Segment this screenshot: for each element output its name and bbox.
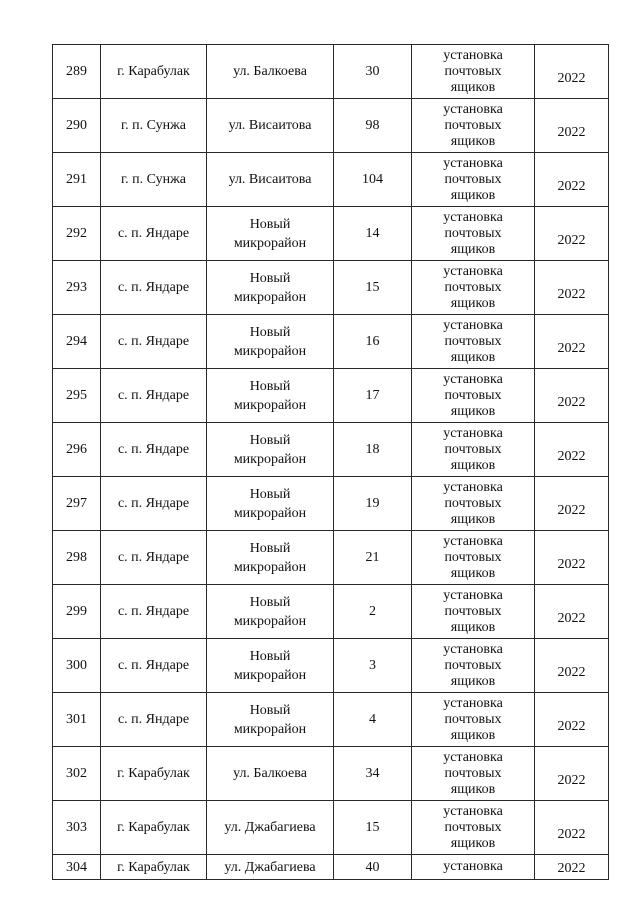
work-type-cell — [412, 855, 535, 880]
street-line: микрорайон — [233, 343, 307, 359]
year-cell — [535, 369, 609, 423]
work-type-cell — [412, 261, 535, 315]
table-body — [53, 45, 609, 880]
year-value: 2022 — [557, 449, 586, 464]
house-number-cell: 4 — [334, 693, 412, 747]
street-line: Новый — [249, 486, 291, 502]
street-cell: ул. Джабагиева — [207, 801, 334, 855]
table-row — [53, 531, 609, 585]
table-row — [53, 45, 609, 99]
year-cell — [535, 639, 609, 693]
address-program-table — [52, 44, 609, 880]
year-cell — [535, 747, 609, 801]
house-number-cell: 15 — [334, 801, 412, 855]
street-cell — [207, 639, 334, 693]
house-number-cell: 30 — [334, 45, 412, 99]
house-number-cell: 15 — [334, 261, 412, 315]
house-number-cell: 14 — [334, 207, 412, 261]
year-value: 2022 — [557, 71, 586, 86]
work-type-line: ящиков — [450, 187, 496, 203]
locality-cell: с. п. Яндаре — [101, 531, 207, 585]
work-type-line: установка — [443, 859, 503, 874]
work-type-cell — [412, 477, 535, 531]
row-number-cell: 299 — [53, 585, 101, 639]
year-value: 2022 — [557, 125, 586, 140]
street-line: микрорайон — [233, 721, 307, 737]
work-type-line: ящиков — [450, 241, 496, 257]
work-type-cell — [412, 531, 535, 585]
year-value: 2022 — [557, 179, 586, 194]
work-type-cell — [412, 423, 535, 477]
work-type-line: почтовых — [444, 387, 502, 403]
street-line: Новый — [249, 702, 291, 718]
work-type-line: установка — [443, 425, 503, 441]
table-row — [53, 99, 609, 153]
year-value: 2022 — [557, 719, 586, 734]
work-type-line: установка — [443, 317, 503, 333]
street-cell — [207, 207, 334, 261]
work-type-cell — [412, 369, 535, 423]
street-cell — [207, 693, 334, 747]
work-type-line: почтовых — [444, 117, 502, 133]
year-value: 2022 — [557, 860, 586, 876]
work-type-line: почтовых — [444, 441, 502, 457]
locality-cell: с. п. Яндаре — [101, 477, 207, 531]
work-type-line: установка — [443, 371, 503, 387]
locality-cell: с. п. Яндаре — [101, 639, 207, 693]
work-type-line: ящиков — [450, 835, 496, 851]
work-type-line: почтовых — [444, 603, 502, 619]
work-type-line: почтовых — [444, 765, 502, 781]
table-row — [53, 315, 609, 369]
table-row — [53, 261, 609, 315]
work-type-cell — [412, 207, 535, 261]
row-number-cell: 298 — [53, 531, 101, 585]
year-cell — [535, 315, 609, 369]
work-type-cell — [412, 45, 535, 99]
house-number-cell: 40 — [334, 855, 412, 880]
street-line: Новый — [249, 594, 291, 610]
work-type-line: ящиков — [450, 295, 496, 311]
street-cell: ул. Балкоева — [207, 45, 334, 99]
work-type-line: установка — [443, 749, 503, 765]
year-value: 2022 — [557, 503, 586, 518]
locality-cell: г. Карабулак — [101, 747, 207, 801]
work-type-line: установка — [443, 263, 503, 279]
year-cell — [535, 855, 609, 880]
locality-cell: г. п. Сунжа — [101, 99, 207, 153]
row-number-cell: 304 — [53, 855, 101, 880]
street-line: микрорайон — [233, 397, 307, 413]
house-number-cell: 104 — [334, 153, 412, 207]
year-value: 2022 — [557, 395, 586, 410]
street-cell: ул. Джабагиева — [207, 855, 334, 880]
house-number-cell: 18 — [334, 423, 412, 477]
year-value: 2022 — [557, 233, 586, 248]
work-type-cell — [412, 639, 535, 693]
work-type-line: почтовых — [444, 225, 502, 241]
table-row — [53, 153, 609, 207]
year-cell — [535, 585, 609, 639]
street-cell — [207, 531, 334, 585]
street-line: микрорайон — [233, 235, 307, 251]
work-type-line: ящиков — [450, 511, 496, 527]
table-row — [53, 639, 609, 693]
work-type-line: ящиков — [450, 781, 496, 797]
year-cell — [535, 261, 609, 315]
table-row — [53, 207, 609, 261]
row-number-cell: 291 — [53, 153, 101, 207]
locality-cell: г. п. Сунжа — [101, 153, 207, 207]
locality-cell: с. п. Яндаре — [101, 315, 207, 369]
street-line: Новый — [249, 648, 291, 664]
table-row — [53, 423, 609, 477]
work-type-line: установка — [443, 695, 503, 711]
locality-cell: с. п. Яндаре — [101, 261, 207, 315]
locality-cell: с. п. Яндаре — [101, 693, 207, 747]
row-number-cell: 292 — [53, 207, 101, 261]
table-row — [53, 477, 609, 531]
street-line: микрорайон — [233, 613, 307, 629]
street-line: микрорайон — [233, 451, 307, 467]
row-number-cell: 302 — [53, 747, 101, 801]
street-line: Новый — [249, 216, 291, 232]
street-cell — [207, 585, 334, 639]
work-type-line: установка — [443, 47, 503, 63]
table-row — [53, 801, 609, 855]
work-type-line: установка — [443, 209, 503, 225]
year-value: 2022 — [557, 665, 586, 680]
street-cell — [207, 369, 334, 423]
work-type-cell — [412, 747, 535, 801]
year-cell — [535, 477, 609, 531]
row-number-cell: 289 — [53, 45, 101, 99]
work-type-line: ящиков — [450, 565, 496, 581]
year-cell — [535, 531, 609, 585]
street-cell: ул. Висаитова — [207, 99, 334, 153]
locality-cell: с. п. Яндаре — [101, 585, 207, 639]
work-type-line: установка — [443, 533, 503, 549]
locality-cell: г. Карабулак — [101, 855, 207, 880]
year-value: 2022 — [557, 611, 586, 626]
house-number-cell: 98 — [334, 99, 412, 153]
work-type-line: почтовых — [444, 333, 502, 349]
house-number-cell: 16 — [334, 315, 412, 369]
street-cell — [207, 315, 334, 369]
street-cell — [207, 261, 334, 315]
work-type-line: ящиков — [450, 403, 496, 419]
row-number-cell: 290 — [53, 99, 101, 153]
table-row — [53, 369, 609, 423]
table-row — [53, 585, 609, 639]
table-row — [53, 693, 609, 747]
locality-cell: г. Карабулак — [101, 45, 207, 99]
house-number-cell: 2 — [334, 585, 412, 639]
street-cell — [207, 477, 334, 531]
row-number-cell: 301 — [53, 693, 101, 747]
work-type-line: почтовых — [444, 819, 502, 835]
street-line: Новый — [249, 432, 291, 448]
house-number-cell: 3 — [334, 639, 412, 693]
house-number-cell: 21 — [334, 531, 412, 585]
work-type-line: установка — [443, 641, 503, 657]
work-type-cell — [412, 153, 535, 207]
work-type-line: ящиков — [450, 619, 496, 635]
year-value: 2022 — [557, 773, 586, 788]
street-cell: ул. Висаитова — [207, 153, 334, 207]
house-number-cell: 19 — [334, 477, 412, 531]
work-type-line: ящиков — [450, 457, 496, 473]
row-number-cell: 300 — [53, 639, 101, 693]
street-line: микрорайон — [233, 559, 307, 575]
work-type-line: почтовых — [444, 495, 502, 511]
work-type-cell — [412, 99, 535, 153]
work-type-line: ящиков — [450, 79, 496, 95]
house-number-cell: 34 — [334, 747, 412, 801]
work-type-line: установка — [443, 101, 503, 117]
row-number-cell: 293 — [53, 261, 101, 315]
work-type-line: почтовых — [444, 171, 502, 187]
year-cell — [535, 207, 609, 261]
street-line: Новый — [249, 378, 291, 394]
year-cell — [535, 45, 609, 99]
street-line: микрорайон — [233, 505, 307, 521]
year-value: 2022 — [557, 341, 586, 356]
year-cell — [535, 99, 609, 153]
street-line: Новый — [249, 324, 291, 340]
year-cell — [535, 423, 609, 477]
year-cell — [535, 693, 609, 747]
work-type-line: установка — [443, 803, 503, 819]
year-cell — [535, 801, 609, 855]
work-type-line: установка — [443, 479, 503, 495]
row-number-cell: 295 — [53, 369, 101, 423]
street-line: Новый — [249, 540, 291, 556]
work-type-cell — [412, 315, 535, 369]
table-row — [53, 855, 609, 880]
work-type-line: ящиков — [450, 133, 496, 149]
locality-cell: с. п. Яндаре — [101, 207, 207, 261]
locality-cell: с. п. Яндаре — [101, 369, 207, 423]
street-line: Новый — [249, 270, 291, 286]
work-type-line: почтовых — [444, 549, 502, 565]
table-row — [53, 747, 609, 801]
row-number-cell: 296 — [53, 423, 101, 477]
work-type-cell — [412, 801, 535, 855]
locality-cell: с. п. Яндаре — [101, 423, 207, 477]
work-type-line: ящиков — [450, 727, 496, 743]
row-number-cell: 297 — [53, 477, 101, 531]
work-type-line: установка — [443, 155, 503, 171]
house-number-cell: 17 — [334, 369, 412, 423]
year-value: 2022 — [557, 827, 586, 842]
work-type-cell — [412, 693, 535, 747]
work-type-line: почтовых — [444, 657, 502, 673]
year-cell — [535, 153, 609, 207]
year-value: 2022 — [557, 287, 586, 302]
work-type-line: почтовых — [444, 279, 502, 295]
work-type-cell — [412, 585, 535, 639]
work-type-line: почтовых — [444, 63, 502, 79]
locality-cell: г. Карабулак — [101, 801, 207, 855]
work-type-line: ящиков — [450, 673, 496, 689]
work-type-line: почтовых — [444, 711, 502, 727]
street-line: микрорайон — [233, 289, 307, 305]
row-number-cell: 294 — [53, 315, 101, 369]
street-line: микрорайон — [233, 667, 307, 683]
street-cell — [207, 423, 334, 477]
year-value: 2022 — [557, 557, 586, 572]
work-type-line: установка — [443, 587, 503, 603]
street-cell: ул. Балкоева — [207, 747, 334, 801]
row-number-cell: 303 — [53, 801, 101, 855]
work-type-line: ящиков — [450, 349, 496, 365]
